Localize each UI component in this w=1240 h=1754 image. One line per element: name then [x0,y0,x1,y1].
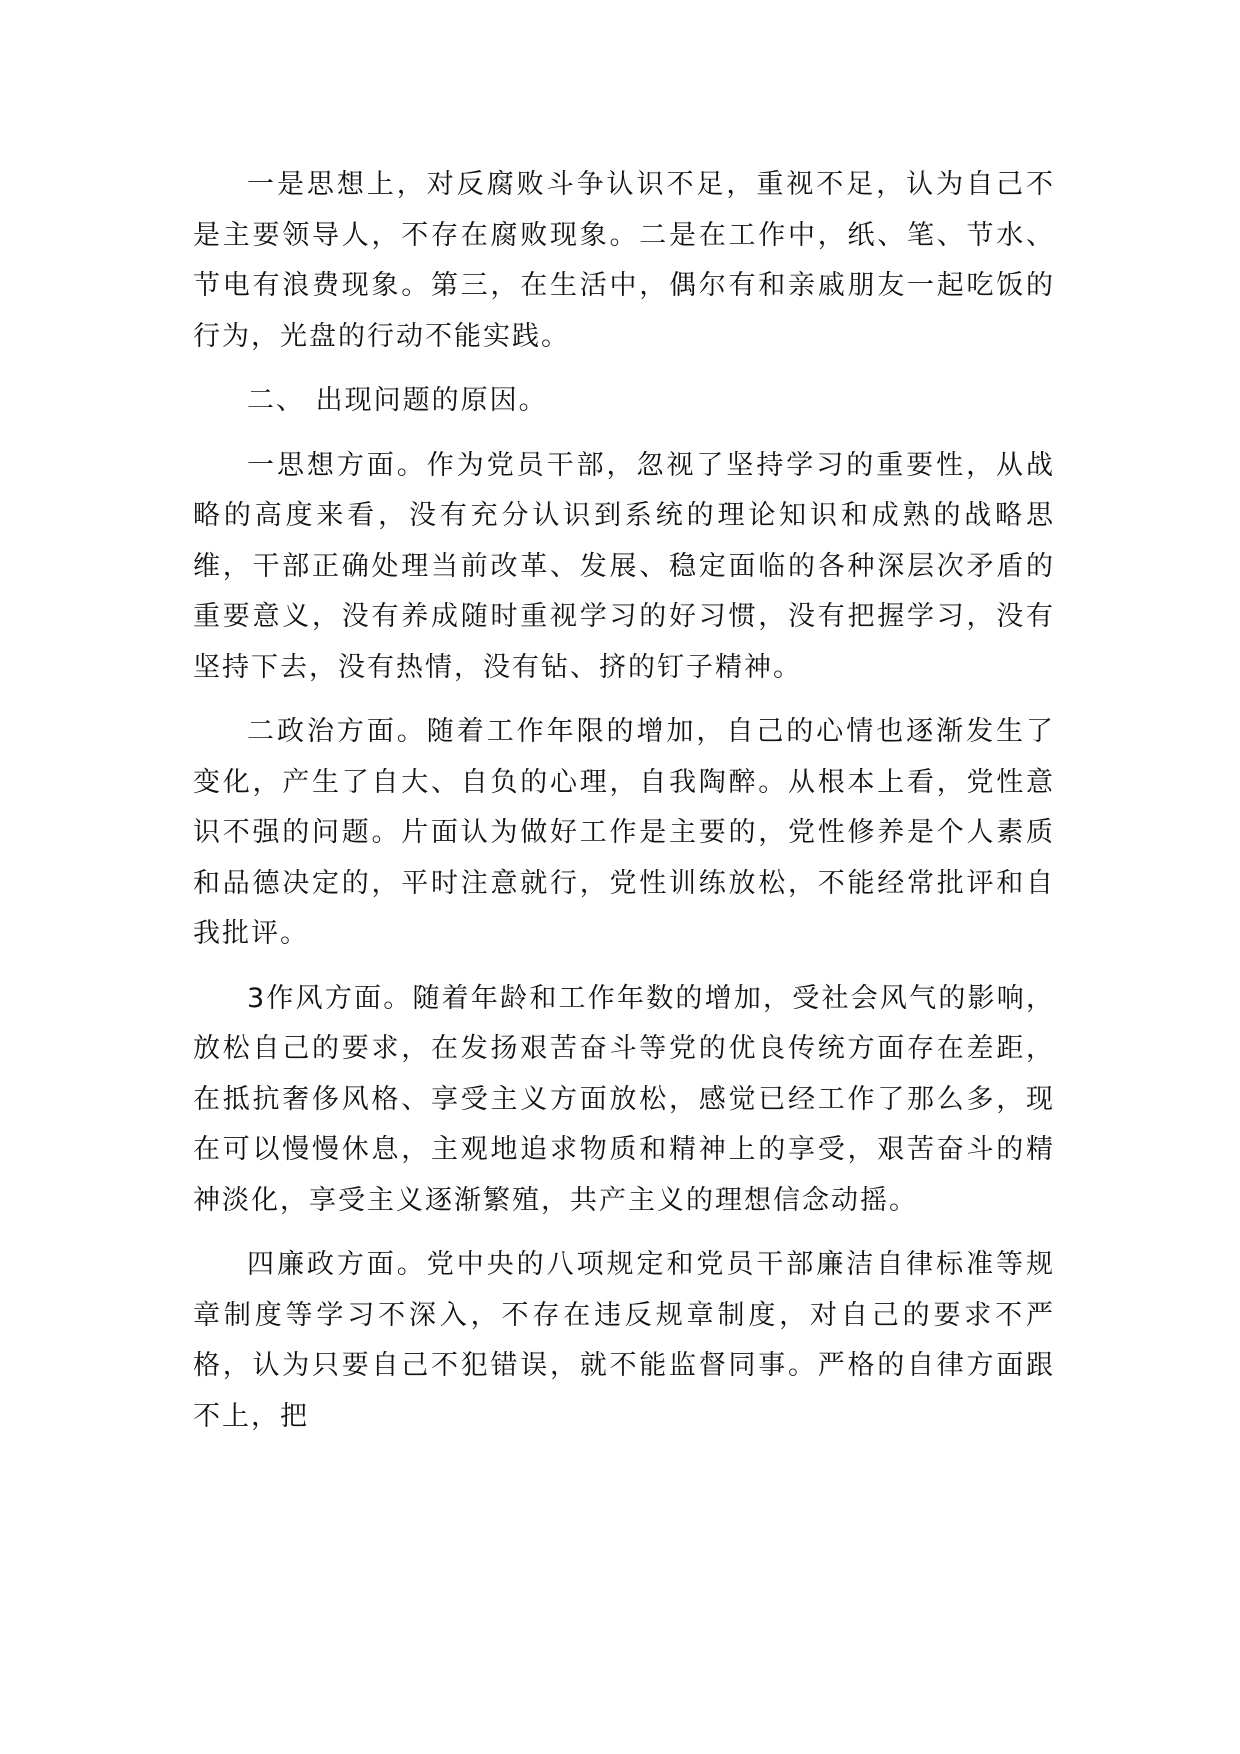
paragraph-integrity: 四廉政方面。党中央的八项规定和党员干部廉洁自律标准等规章制度等学习不深入，不存在违反规章制度，对自己的要求不严格，认为只要自己不犯错误，就不能监督同事。严格的自律方面跟不上，把 [193,1249,1055,1432]
document-body [193,160,1055,1442]
section-heading-causes: 二、 出现问题的原因。 [247,385,548,416]
paragraph-work-style: 3作风方面。随着年龄和工作年数的增加，受社会风气的影响，放松自己的要求，在发扬艰苦奋斗等党的优良传统方面存在差距，在抵抗奢侈风格、享受主义方面放松，感觉已经工作了那么多，现在可以慢慢休息，主观地追求物质和精神上的享受，艰苦奋斗的精神淡化，享受主义逐渐繁殖，共产主义的理想信念动摇。 [193,982,1055,1216]
paragraph-ideology: 一思想方面。作为党员干部，忽视了坚持学习的重要性，从战略的高度来看，没有充分认识到系统的理论知识和成熟的战略思维，干部正确处理当前改革、发展、稳定面临的各种深层次矛盾的重要意义，没有养成随时重视学习的好习惯，没有把握学习，没有坚持下去，没有热情，没有钻、挤的钉子精神。 [193,449,1055,683]
paragraph-politics: 二政治方面。随着工作年限的增加，自己的心情也逐渐发生了变化，产生了自大、自负的心理，自我陶醉。从根本上看，党性意识不强的问题。片面认为做好工作是主要的，党性修养是个人素质和品德决定的，平时注意就行，党性训练放松，不能经常批评和自我批评。 [193,716,1055,949]
paragraph-problems-summary: 一是思想上，对反腐败斗争认识不足，重视不足，认为自己不是主要领导人，不存在腐败现象。二是在工作中，纸、笔、节水、节电有浪费现象。第三，在生活中，偶尔有和亲戚朋友一起吃饭的行为，光盘的行动不能实践。 [193,169,1055,352]
